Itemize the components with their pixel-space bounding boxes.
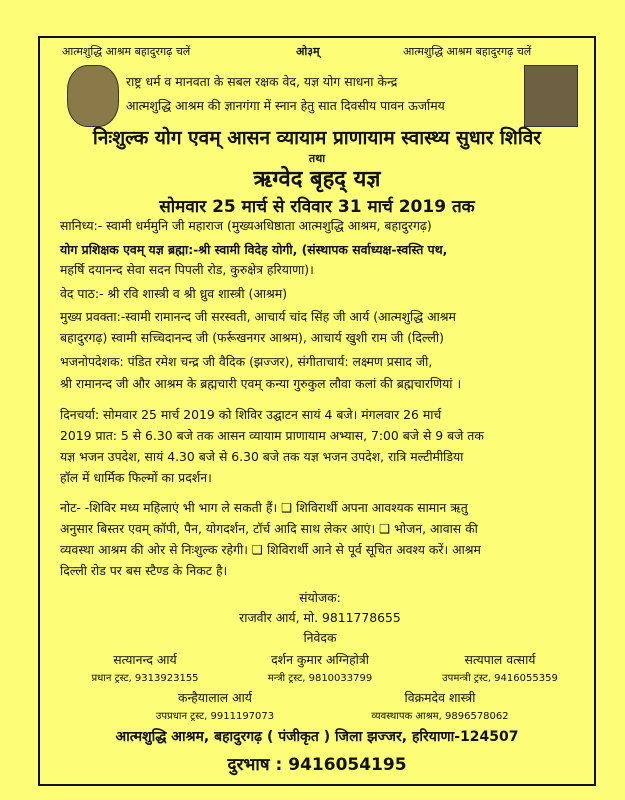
nivedak-label: निवेदक [303, 630, 337, 645]
note-line-2: अनुसार बिस्तर एवम् कॉपी, पैन, योगदर्शन, टॉर्च आदि साथ लेकर आएं। ❑ भोजन, आवास की [60, 521, 478, 536]
header-line-2: आत्मशुद्धि आश्रम की ज्ञानगंगा में स्नान हेतु सात दिवसीय पावन ऊर्जामय [126, 98, 445, 113]
convener-name: राजवीर आर्य, मो. 9811778655 [239, 610, 401, 625]
schedule-line-1: दिनचर्या: सोमवार 25 मार्च 2019 को शिविर उद्घाटन सायं 4 बजे। मंगलवार 26 मार्च [60, 407, 442, 422]
footer-phone: दुरभाष : 9416054195 [227, 755, 407, 775]
sanidhya-line: सानिध्य:- स्वामी धर्ममुनि जी महाराज (मुख्यअधिष्ठाता आत्मशुद्धि आश्रम, बहादुरगढ़) [60, 218, 432, 233]
person-4-role: उपप्रधान ट्रस्ट, 9911197073 [155, 711, 275, 722]
header-left-tag: आत्मशुद्धि आश्रम बहादुरगढ़ चलें [62, 45, 191, 58]
swami-photo-left [67, 65, 119, 127]
event-dates: सोमवार 25 मार्च से रविवार 31 मार्च 2019 तक [159, 197, 475, 217]
event-title: निःशुल्क योग एवम् आसन व्यायाम प्राणायाम स्वास्थ्य सुधार शिविर [92, 127, 542, 149]
person-5-role: व्यवस्थापक आश्रम, 9896578062 [371, 711, 509, 722]
note-line-3: व्यवस्था आश्रम की ओर से निःशुल्क रहेगी। ❑ शिविरार्थी आने से पूर्व सूचित अवश्य करें। आश्रम [60, 542, 481, 557]
speaker-line-2: बहादुरगढ़) स्वामी सच्चिदानन्द जी (फर्रूखनगर आश्रम), आचार्य खुशी राम जी (दिल्ली) [60, 330, 444, 345]
person-2-name: दर्शन कुमार अग्निहोत्री [271, 652, 369, 667]
bhajan-line-1: भजनोपदेशक: पंडित रमेश चन्द्र जी वैदिक (झज्जर), संगीताचार्य: लक्ष्मण प्रसाद जी, [60, 354, 433, 369]
yajna-title: ऋग्वेद बृहद् यज्ञ [253, 167, 381, 192]
schedule-line-2: 2019 प्रात: 5 से 6.30 बजे तक आसन व्यायाम प्राणायाम अभ्यास, 7:00 बजे से 9 बजे तक [60, 428, 484, 443]
person-3-role: उपमन्त्री ट्रस्ट, 9416055359 [442, 673, 558, 684]
speaker-line-1: मुख्य प्रवक्ता:-स्वामी रामानन्द जी सरस्वती, आचार्य चांद सिंह जी आर्य (आत्मशुद्धि आश्रम [60, 309, 456, 324]
convener-label: संयोजक: [299, 590, 341, 605]
person-5-name: विक्रमदेव शास्त्री [404, 690, 476, 705]
note-line-4: दिल्ली रोड पर बस स्टैण्ड के निकट है। [60, 563, 228, 578]
header-line-1: राष्ट्र धर्म व मानवता के सबल रक्षक वेद, यज्ञ योग साधना केन्द्र [126, 74, 398, 89]
yoga-instructor-line-1: योग प्रशिक्षक एवम् यज्ञ ब्रह्मा:-श्री स्वामी विदेह योगी, (संस्थापक सर्वाध्यक्ष-स्वस्ति पथ, [60, 242, 448, 257]
header-right-tag: आत्मशुद्धि आश्रम बहादुरगढ़ चलें [403, 45, 532, 58]
note-line-1: नोट- -शिविर मध्य महिलाएं भी भाग ले सकती हैं। ❑ शिविरार्थी अपना आवश्यक सामान ऋतु [60, 500, 468, 515]
yoga-instructor-line-2: महर्षि दयानन्द सेवा सदन पिपली रोड, कुरुक्षेत्र हरियाणा)। [60, 262, 314, 277]
schedule-line-4: हॉल में धार्मिक फिल्मों का प्रदर्शन। [60, 470, 212, 485]
bhajan-line-2: श्री रामानन्द जी और आश्रम के ब्रह्मचारी एवम् कन्या गुरुकुल लौवा कलां की ब्रह्मचारणियां । [60, 376, 462, 391]
swami-photo-right [524, 65, 578, 127]
footer-address: आत्मशुद्धि आश्रम, बहादुरगढ़ ( पंजीकृत ) जिला झज्जर, हरियाणा-124507 [115, 729, 519, 745]
om-symbol: ओ३म् [296, 45, 320, 58]
person-1-name: सत्यानन्द आर्य [113, 652, 177, 667]
person-2-role: मन्त्री ट्रस्ट, 9810033799 [267, 673, 373, 684]
person-4-name: कन्हैयालाल आर्य [178, 690, 252, 705]
title-tatha: तथा [308, 152, 326, 165]
person-1-role: प्रधान ट्रस्ट, 9313923155 [91, 673, 199, 684]
ved-path-line: वेद पाठ:- श्री रवि शास्त्री व श्री ध्रुव शास्त्री (आश्रम) [60, 286, 288, 301]
schedule-line-3: यज्ञ भजन उपदेश, सायं 4.30 बजे से 6.30 बजे तक यज्ञ भजन उपदेश, रात्रि मल्टीमीडिया [60, 449, 464, 464]
person-3-name: सत्यपाल वत्सार्य [464, 652, 536, 667]
